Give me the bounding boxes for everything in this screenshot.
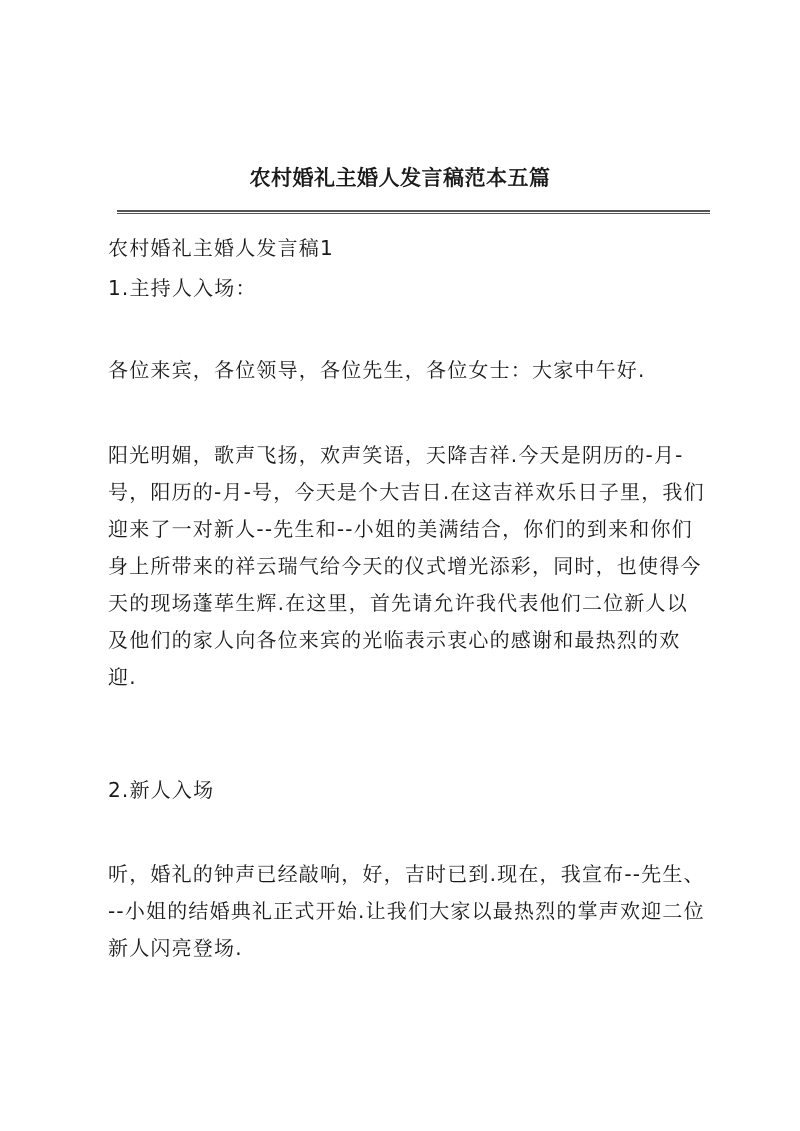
section-heading: 农村婚礼主婚人发言稿1: [108, 236, 334, 260]
part1-heading: 1.主持人入场：: [108, 276, 257, 300]
document-title: 农村婚礼主婚人发言稿范本五篇: [249, 165, 551, 190]
title-divider: [117, 210, 710, 214]
greeting-paragraph: 各位来宾，各位领导，各位先生，各位女士：大家中午好.: [108, 358, 646, 382]
entrance-paragraph: 听，婚礼的钟声已经敲响，好，吉时已到.现在，我宣布--先生、--小姐的结婚典礼正式开始.让我们大家以最热烈的掌声欢迎二位新人闪亮登场.: [108, 862, 705, 960]
opening-paragraph: 阳光明媚，歌声飞扬，欢声笑语，天降吉祥.今天是阴历的-月-号，阳历的-月-号，今天是个大吉日.在这吉祥欢乐日子里，我们迎来了一对新人--先生和--小姐的美满结合，你们的到来和你们身上所带来的祥云瑞气给今天的仪式增光添彩，同时，也使得今天的现场蓬荜生辉.在这里，首先请允许我代表他们二位新人以及他们的家人向各位来宾的光临表示衷心的感谢和最热烈的欢迎.: [108, 443, 705, 689]
part2-heading: 2.新人入场: [108, 778, 215, 802]
